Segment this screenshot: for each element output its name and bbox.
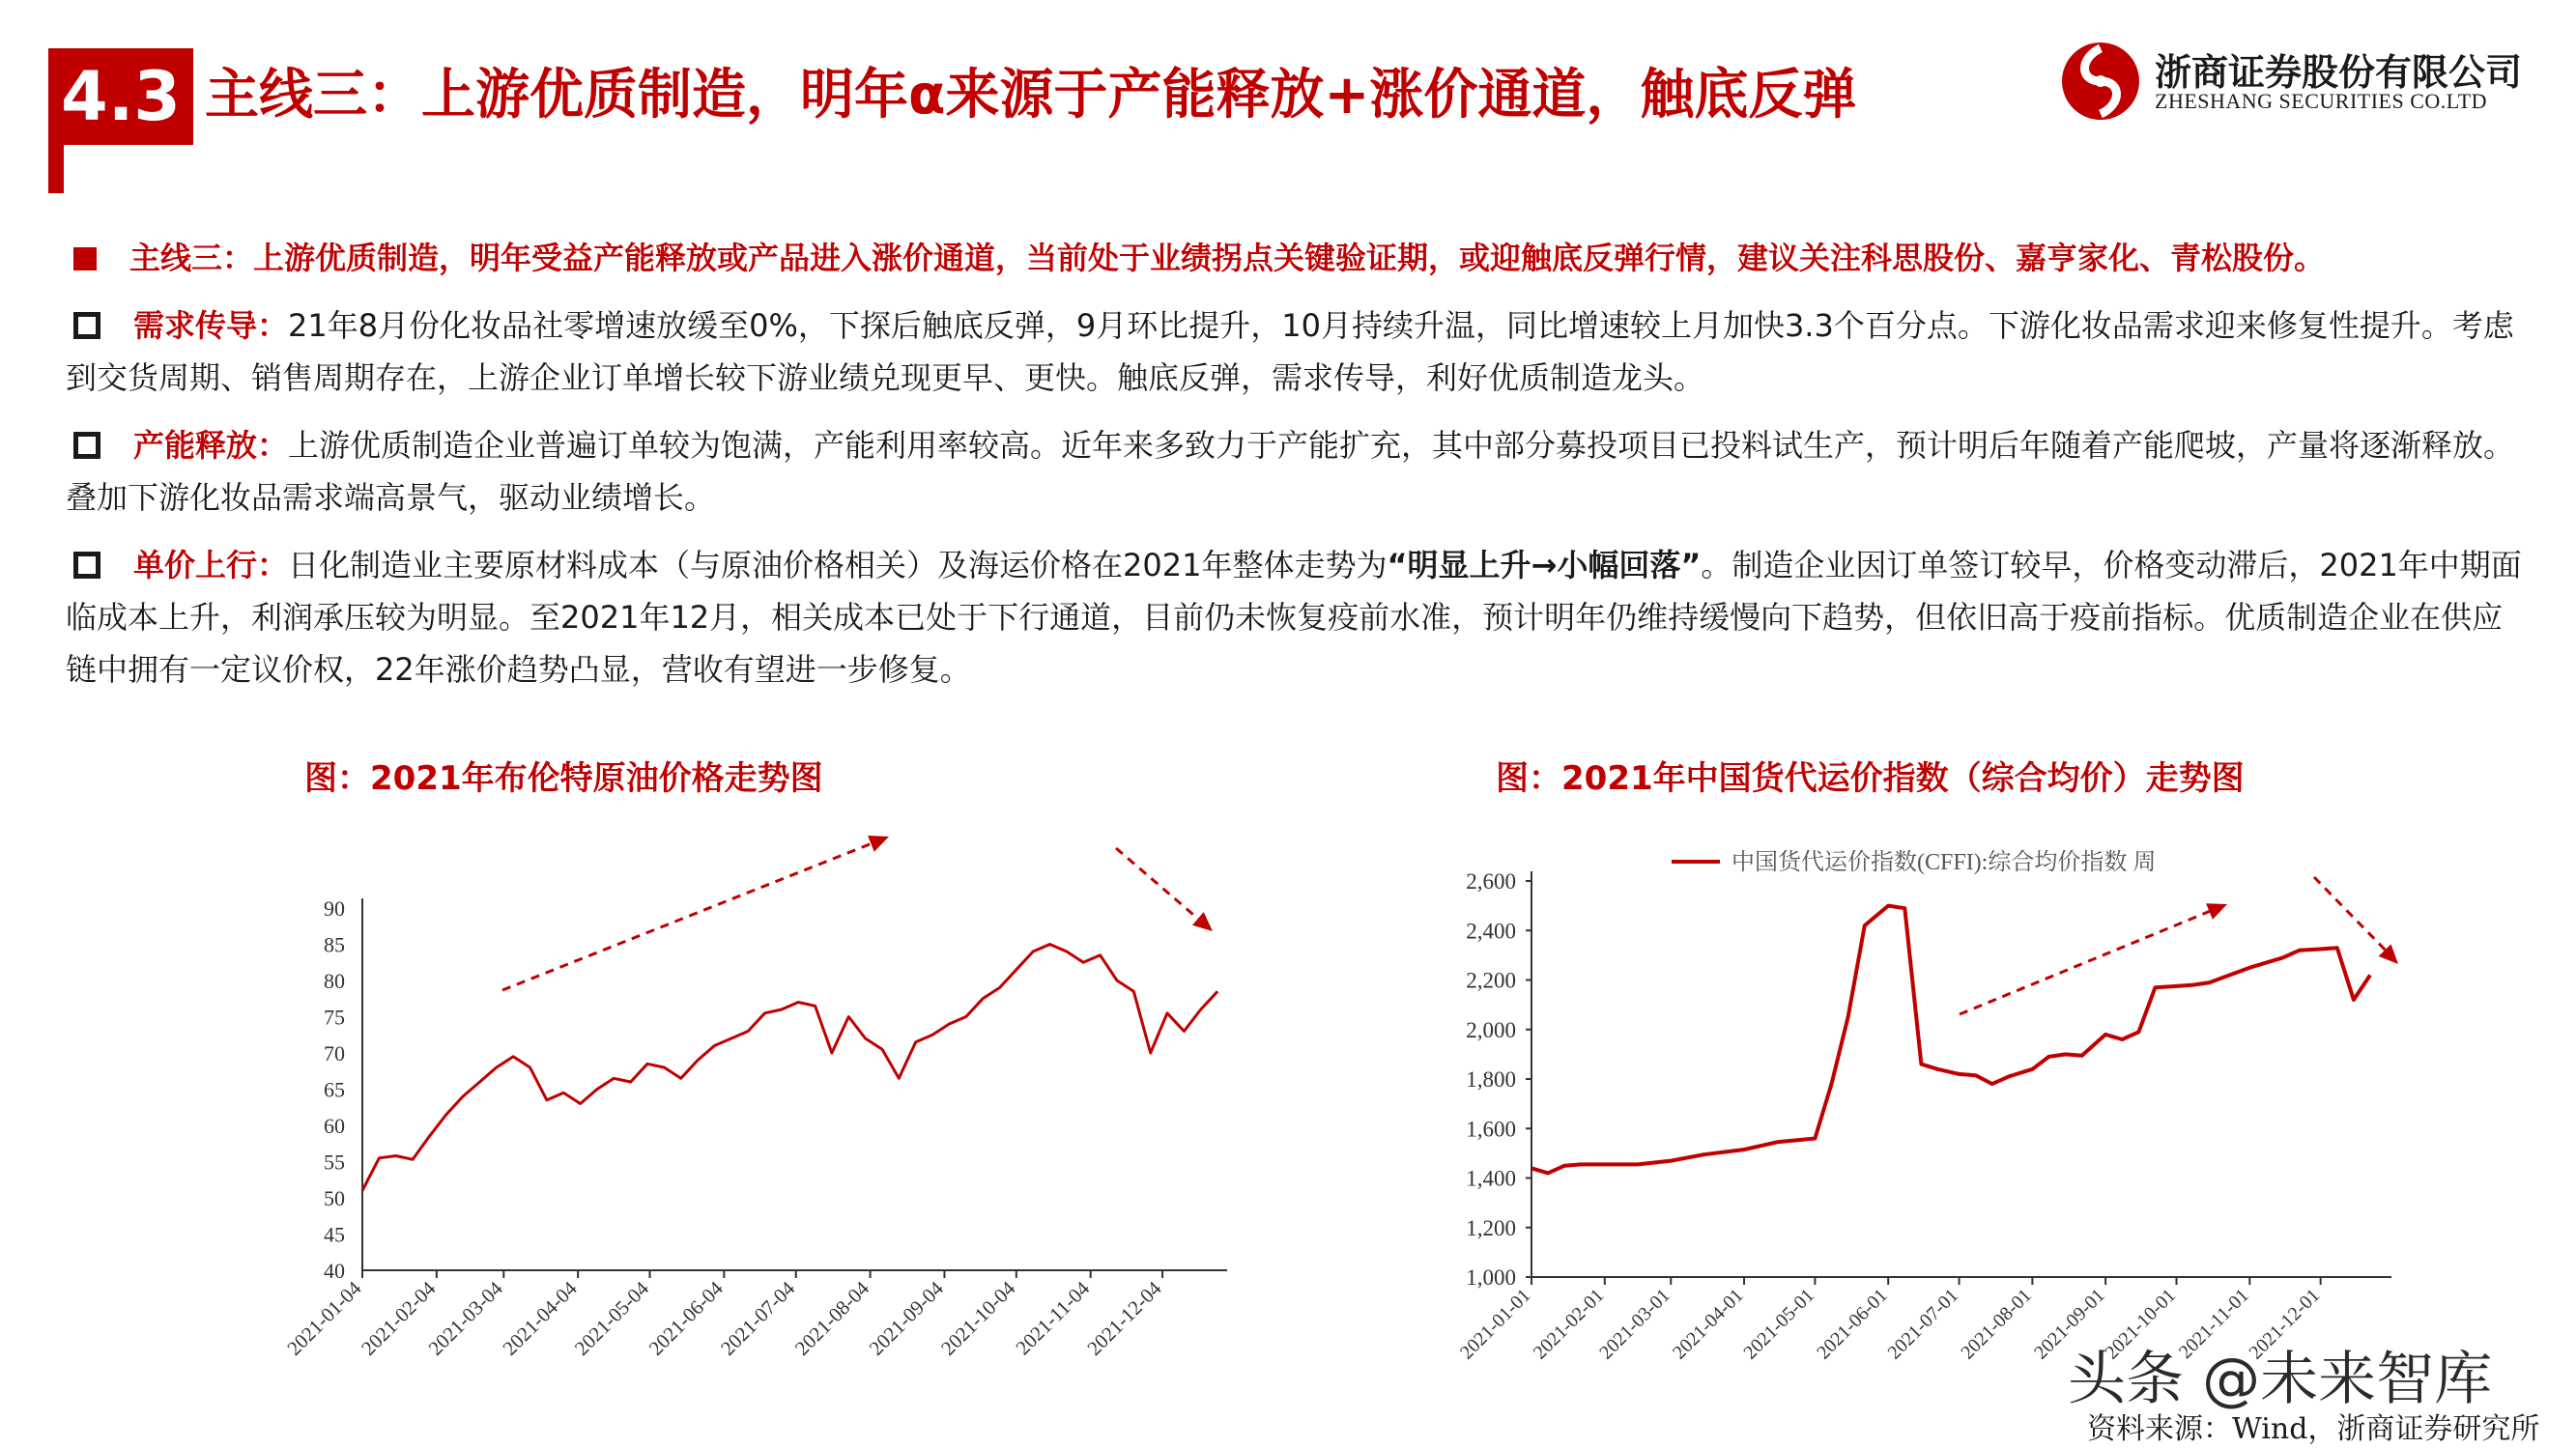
bullet-item-price (66, 539, 2530, 696)
y-tick-label: 2,600 (1466, 869, 1516, 894)
x-tick-label: 2021-11-04 (1011, 1276, 1095, 1360)
y-tick-label: 2,200 (1466, 968, 1516, 993)
bullet-text: 21年8月份化妆品社零增速放缓至0%，下探后触底反弹，9月环比提升，10月持续升温，同比增速较上月加快3.3个百分点。下游化妆品需求迎来修复性提升。考虑到交货周期、销售周期存在，上游企业订单增长较下游业绩兑现更早、更快。触底反弹，需求传导，利好优质制造龙头。 (66, 307, 2514, 396)
y-tick-label: 1,400 (1466, 1166, 1516, 1191)
bullet-lead: 单价上行： (133, 547, 289, 583)
x-tick-label: 2021-10-04 (936, 1276, 1020, 1360)
series-line (1531, 906, 2370, 1174)
x-tick-label: 2021-06-04 (644, 1276, 728, 1360)
trend-down-arrow (2314, 877, 2391, 956)
trend-down-arrow (1116, 848, 1206, 925)
y-tick-label: 2,400 (1466, 919, 1516, 944)
x-tick-label: 2021-02-01 (1529, 1284, 1609, 1364)
y-tick-label: 70 (324, 1041, 345, 1065)
y-tick-label: 45 (324, 1222, 345, 1247)
y-tick-label: 2,000 (1466, 1017, 1516, 1042)
source-note: 资料来源：Wind，浙商证券研究所 (2087, 1412, 2540, 1446)
y-tick-label: 1,800 (1466, 1067, 1516, 1092)
page-title: 主线三：上游优质制造，明年α来源于产能释放+涨价通道，触底反弹 (205, 64, 1857, 127)
x-tick-label: 2021-04-04 (498, 1276, 582, 1360)
x-tick-label: 2021-03-04 (423, 1276, 507, 1360)
bullet-text: 。制造企业因订单签订较早，价格变动滞后，2021年中期面临成本上升，利润承压较为明显。至2021年12月，相关成本已处于下行通道，目前仍未恢复疫前水准，预计明年仍维持缓慢向下趋势，但依旧高于疫前指标。优质制造企业在供应链中拥有一定议价权，22年涨价趋势凸显，营收有望进一步修复。 (66, 547, 2522, 688)
x-tick-label: 2021-05-01 (1739, 1284, 1818, 1364)
y-tick-label: 85 (324, 932, 345, 957)
brent-oil-price-chart (271, 821, 1256, 1420)
x-tick-label: 2021-12-04 (1082, 1276, 1166, 1360)
x-tick-label: 2021-01-04 (282, 1276, 366, 1360)
bullet-item-mainline (66, 232, 2530, 284)
bullet-text: 日化制造业主要原材料成本（与原油价格相关）及海运价格在2021年整体走势为 (288, 547, 1388, 583)
hollow-square-marker-icon (73, 552, 100, 579)
y-tick-label: 1,600 (1466, 1117, 1516, 1142)
y-tick-label: 80 (324, 969, 345, 993)
x-tick-label: 2021-05-04 (569, 1276, 654, 1360)
y-tick-label: 1,000 (1466, 1265, 1516, 1290)
y-tick-label: 65 (324, 1077, 345, 1102)
section-number: 4.3 (48, 48, 193, 145)
bullet-lead: 产能释放： (133, 427, 289, 464)
x-tick-label: 2021-07-04 (716, 1276, 800, 1360)
y-tick-label: 90 (324, 896, 345, 921)
x-tick-label: 2021-01-01 (1455, 1284, 1535, 1364)
company-name-en: ZHESHANG SECURITIES CO.LTD (2155, 89, 2488, 113)
series-line (362, 945, 1217, 1191)
y-tick-label: 55 (324, 1150, 345, 1175)
y-tick-label: 40 (324, 1259, 345, 1283)
bullet-text: 上游优质制造企业普遍订单较为饱满，产能利用率较高。近年来多致力于产能扩充，其中部分募投项目已投料试生产，预计明后年随着产能爬坡，产量将逐渐释放。叠加下游化妆品需求端高景气，驱动业绩增长。 (66, 427, 2515, 516)
company-name-cn: 浙商证券股份有限公司 (2155, 51, 2523, 94)
x-tick-label: 2021-03-01 (1595, 1284, 1674, 1364)
x-tick-label: 2021-09-01 (2030, 1284, 2109, 1364)
company-logo (2058, 39, 2522, 126)
x-tick-label: 2021-09-04 (864, 1276, 948, 1360)
x-tick-label: 2021-08-01 (1957, 1284, 2036, 1364)
cffi-freight-index-chart (1430, 831, 2454, 1420)
trend-up-arrow (502, 840, 879, 990)
x-tick-label: 2021-08-04 (789, 1276, 874, 1360)
title-accent-bar (48, 145, 64, 193)
zheshang-logo-icon (2058, 39, 2143, 124)
trend-up-arrow (1960, 908, 2218, 1014)
hollow-square-marker-icon (73, 312, 100, 339)
watermark: 头条 @未来智库 (2068, 1346, 2493, 1413)
legend-label: 中国货代运价指数(CFFI):综合均价指数 周 (1732, 850, 2157, 875)
figure-title-brent: 图：2021年布伦特原油价格走势图 (304, 759, 823, 798)
trend-down-arrowhead (1192, 912, 1213, 931)
bullet-list (66, 232, 2530, 711)
x-tick-label: 2021-04-01 (1669, 1284, 1748, 1364)
x-tick-label: 2021-07-01 (1883, 1284, 1963, 1364)
bullet-item-demand (66, 299, 2530, 404)
figure-title-cffi: 图：2021年中国货代运价指数（综合均价）走势图 (1496, 759, 2245, 798)
hollow-square-marker-icon (73, 432, 100, 459)
y-tick-label: 60 (324, 1114, 345, 1138)
x-tick-label: 2021-10-01 (2101, 1284, 2181, 1364)
x-tick-label: 2021-06-01 (1813, 1284, 1892, 1364)
filled-square-marker-icon (73, 247, 97, 270)
y-tick-label: 75 (324, 1005, 345, 1030)
y-tick-label: 50 (324, 1186, 345, 1210)
x-tick-label: 2021-11-01 (2174, 1284, 2253, 1363)
bullet-text: 主线三：上游优质制造，明年受益产能释放或产品进入涨价通道，当前处于业绩拐点关键验证期，或迎触底反弹行情，建议关注科思股份、嘉亨家化、青松股份。 (129, 240, 2326, 276)
bullet-item-capacity (66, 419, 2530, 524)
x-tick-label: 2021-12-01 (2245, 1284, 2325, 1364)
trend-up-arrowhead (868, 836, 889, 852)
bullet-emphasis: “明显上升→小幅回落” (1387, 547, 1702, 583)
x-tick-label: 2021-02-04 (357, 1276, 441, 1360)
y-tick-label: 1,200 (1466, 1215, 1516, 1240)
bullet-lead: 需求传导： (133, 307, 289, 344)
